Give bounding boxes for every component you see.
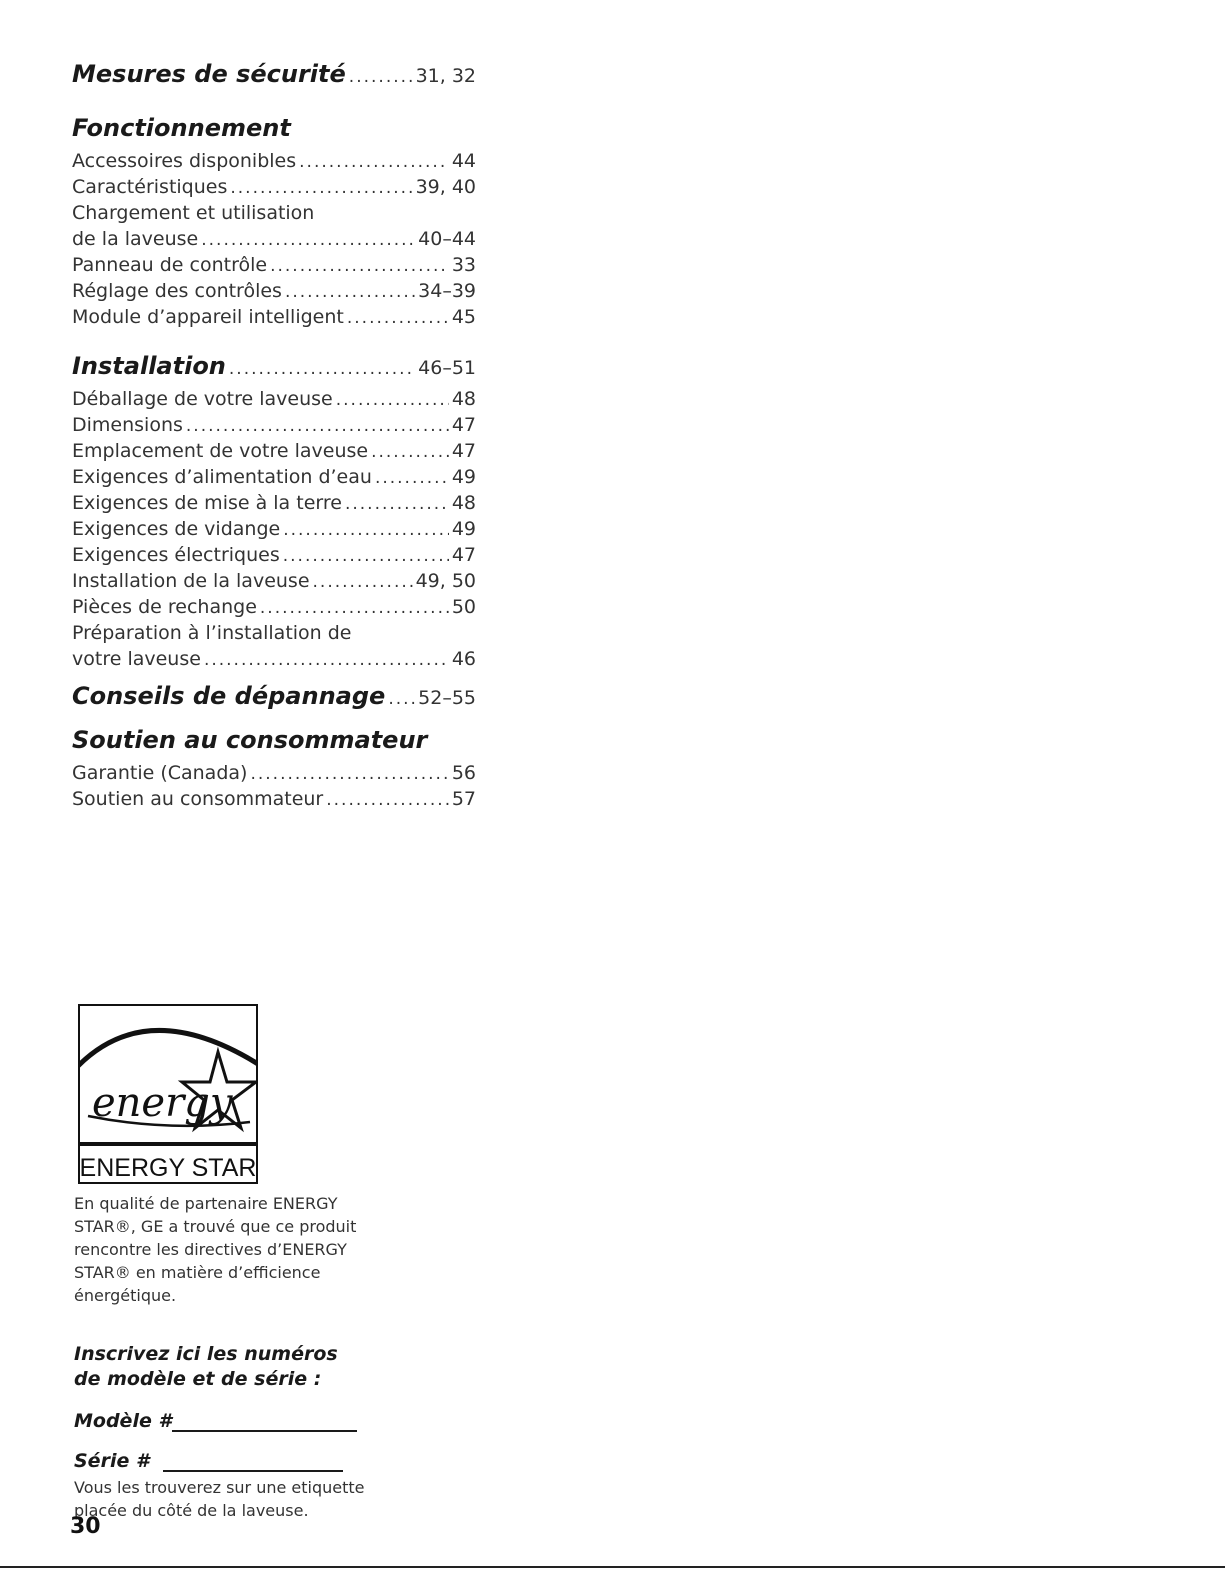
toc-section-support[interactable]: Soutien au consommateur — [72, 726, 428, 754]
leader-dots — [283, 543, 449, 569]
toc-entry[interactable] — [72, 568, 476, 594]
toc-entry[interactable] — [72, 646, 476, 672]
record-title-line2: de modèle et de série : — [74, 1368, 322, 1390]
serial-number-field[interactable] — [74, 1444, 394, 1472]
entry-pages: 33 — [451, 254, 476, 276]
entry-label: Exigences électriques — [72, 544, 280, 566]
entry-pages: 49 — [451, 518, 476, 540]
page-number: 30 — [70, 1514, 101, 1539]
toc-entry[interactable] — [72, 252, 476, 278]
leader-dots — [270, 253, 449, 279]
section-title: Conseils de dépannage — [72, 682, 386, 710]
leader-dots — [371, 439, 449, 465]
entry-label-line1: Préparation à l’installation de — [72, 622, 352, 644]
entry-pages: 46 — [451, 648, 476, 670]
entry-label: votre laveuse — [72, 648, 201, 670]
entry-pages: 45 — [451, 306, 476, 328]
record-title-line1: Inscrivez ici les numéros — [74, 1343, 338, 1365]
entry-pages: 50 — [451, 596, 476, 618]
toc-section-operation[interactable]: Fonctionnement — [72, 114, 291, 142]
entry-label-line1: Chargement et utilisation — [72, 202, 315, 224]
entry-pages: 56 — [451, 762, 476, 784]
leader-dots — [336, 387, 449, 413]
toc-entry[interactable] — [72, 516, 476, 542]
leader-dots — [347, 305, 449, 331]
leader-dots — [326, 787, 449, 813]
leader-dots — [283, 517, 449, 543]
toc-entry[interactable] — [72, 278, 476, 304]
model-input-line[interactable] — [172, 1408, 357, 1432]
energy-star-text: En qualité de partenaire ENERGY STAR®, GE a trouvé que ce produit rencontre les directives d’ENERGY STAR® en matière d’efficience énergétique. — [74, 1194, 357, 1305]
bottom-divider — [0, 1566, 1225, 1568]
entry-label: Déballage de votre laveuse — [72, 388, 333, 410]
leader-dots — [186, 413, 449, 439]
toc-entry[interactable] — [72, 148, 476, 174]
entry-pages: 47 — [451, 440, 476, 462]
entry-label: Emplacement de votre laveuse — [72, 440, 369, 462]
toc-entry[interactable] — [72, 760, 476, 786]
entry-pages: 34–39 — [418, 280, 476, 302]
entry-pages: 47 — [451, 544, 476, 566]
table-of-contents — [72, 54, 476, 812]
entry-pages: 48 — [451, 492, 476, 514]
model-label: Modèle # — [74, 1410, 172, 1432]
entry-label: Pièces de rechange — [72, 596, 257, 618]
leader-dots — [201, 227, 415, 253]
toc-entry[interactable] — [72, 226, 476, 252]
entry-label: Réglage des contrôles — [72, 280, 282, 302]
toc-entry[interactable] — [72, 304, 476, 330]
toc-entry[interactable] — [72, 174, 476, 200]
toc-entry[interactable] — [72, 542, 476, 568]
toc-section-troubleshooting[interactable] — [72, 676, 476, 716]
model-number-field[interactable] — [74, 1404, 394, 1432]
leader-dots — [204, 647, 449, 673]
entry-pages: 48 — [451, 388, 476, 410]
leader-dots — [250, 761, 448, 787]
entry-label: Module d’appareil intelligent — [72, 306, 344, 328]
energy-script: energy — [92, 1080, 233, 1126]
entry-label: Exigences d’alimentation d’eau — [72, 466, 372, 488]
record-numbers-section — [74, 1342, 394, 1472]
entry-label: de la laveuse — [72, 228, 199, 250]
toc-entry[interactable] — [72, 386, 476, 412]
entry-label: Garantie (Canada) — [72, 762, 248, 784]
entry-label: Exigences de vidange — [72, 518, 281, 540]
entry-pages: 44 — [451, 150, 476, 172]
entry-label: Exigences de mise à la terre — [72, 492, 342, 514]
leader-dots — [375, 465, 449, 491]
entry-pages: 40–44 — [418, 228, 476, 250]
leader-dots — [260, 595, 449, 621]
leader-dots — [345, 491, 449, 517]
entry-pages: 57 — [451, 788, 476, 810]
entry-label: Panneau de contrôle — [72, 254, 268, 276]
toc-section-safety[interactable] — [72, 54, 476, 94]
entry-label: Accessoires disponibles — [72, 150, 297, 172]
leader-dots — [230, 175, 412, 201]
entry-label: Installation de la laveuse — [72, 570, 310, 592]
leader-dots — [349, 57, 413, 97]
entry-label: Caractéristiques — [72, 176, 228, 198]
entry-pages: 39, 40 — [415, 176, 476, 198]
entry-pages: 47 — [451, 414, 476, 436]
label-location-text: Vous les trouverez sur une etiquette placée du côté de la laveuse. — [74, 1478, 365, 1520]
entry-label: Soutien au consommateur — [72, 788, 324, 810]
toc-entry[interactable] — [72, 490, 476, 516]
leader-dots — [388, 679, 415, 719]
serial-label: Série # — [74, 1450, 150, 1472]
section-pages: 31, 32 — [415, 65, 476, 87]
section-title: Installation — [72, 352, 226, 380]
section-pages: 52–55 — [418, 687, 476, 709]
leader-dots — [229, 349, 415, 389]
leader-dots — [285, 279, 415, 305]
toc-entry[interactable] — [72, 594, 476, 620]
toc-entry[interactable] — [72, 786, 476, 812]
leader-dots — [313, 569, 413, 595]
entry-label: Dimensions — [72, 414, 183, 436]
toc-entry[interactable] — [72, 464, 476, 490]
section-title: Mesures de sécurité — [72, 60, 346, 88]
leader-dots — [299, 149, 449, 175]
section-pages: 46–51 — [418, 357, 476, 379]
entry-pages: 49, 50 — [415, 570, 476, 592]
toc-entry[interactable] — [72, 412, 476, 438]
energy-star-label: ENERGY STAR — [79, 1154, 257, 1182]
toc-section-installation[interactable] — [72, 346, 476, 386]
entry-pages: 49 — [451, 466, 476, 488]
energy-star-logo — [78, 1004, 258, 1184]
toc-entry[interactable] — [72, 438, 476, 464]
serial-input-line[interactable] — [163, 1448, 343, 1472]
